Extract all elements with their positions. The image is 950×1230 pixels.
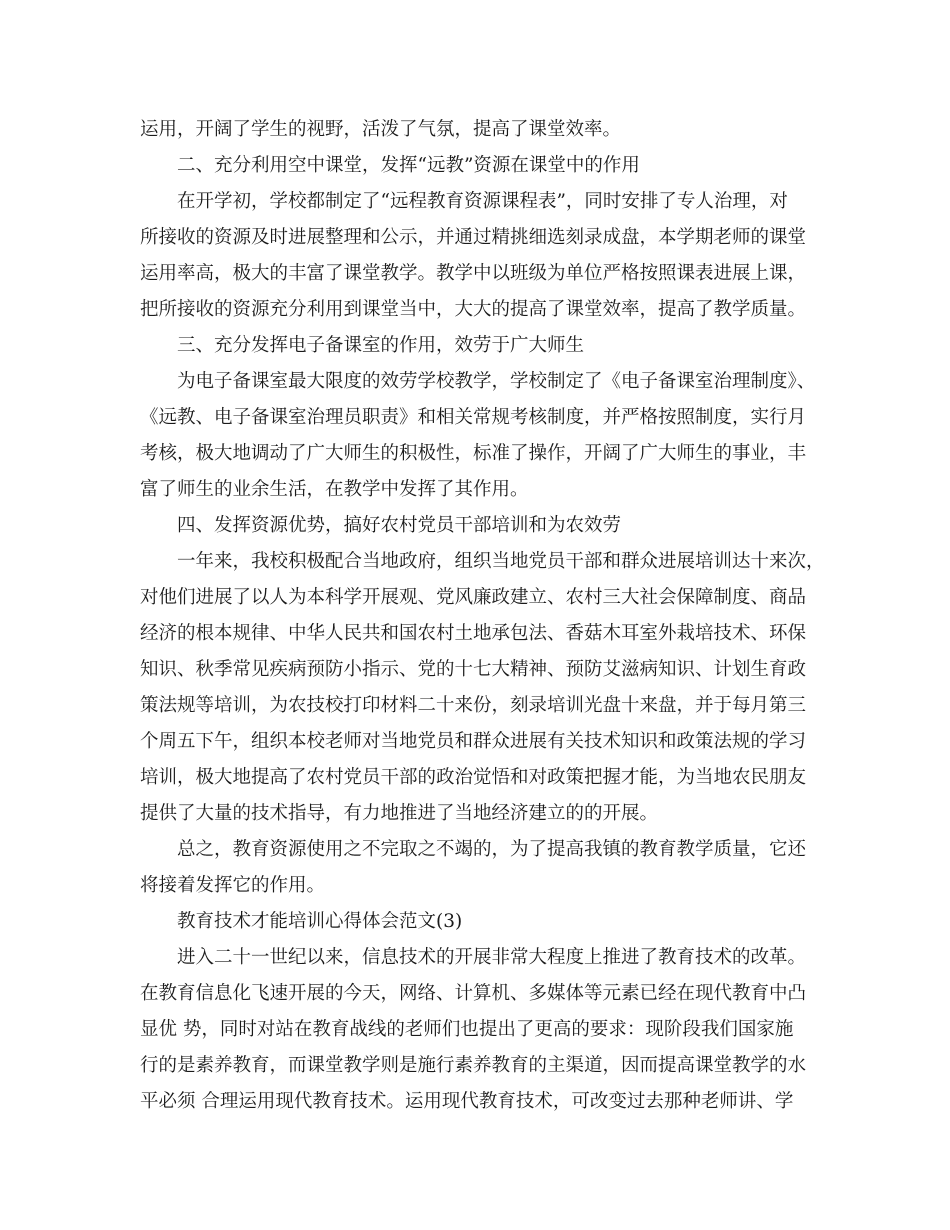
article-title: 教育技术才能培训心得体会范文(3) <box>177 911 463 932</box>
text-line: 进入二十一世纪以来，信息技术的开展非常大程度上推进了教育技术的改革。 <box>177 947 807 968</box>
text-line: 一年来，我校积极配合当地政府，组织当地党员干部和群众进展培训达十来次， <box>177 551 825 572</box>
text-line: 个周五下午，组织本校老师对当地党员和群众进展有关技术知识和政策法规的学习 <box>140 731 807 752</box>
text-line: 行的是素养教育，而课堂教学则是施行素养教育的主渠道，因而提高课堂教学的水 <box>140 1055 807 1076</box>
text-line: 所接收的资源及时进展整理和公示，并通过精挑细选刻录成盘，本学期老师的课堂 <box>140 227 807 248</box>
text-line: 知识、秋季常见疾病预防小指示、党的十七大精神、预防艾滋病知识、计划生育政 <box>140 659 807 680</box>
text-line: 提供了大量的技术指导，有力地推进了当地经济建立的的开展。 <box>140 803 659 824</box>
text-line: 培训，极大地提高了农村党员干部的政治觉悟和对政策把握才能，为当地农民朋友 <box>140 767 807 788</box>
text-line: 在开学初，学校都制定了“远程教育资源课程表”，同时安排了专人治理，对 <box>177 191 788 212</box>
text-line: 将接着发挥它的作用。 <box>140 875 326 896</box>
text-line: 运用，开阔了学生的视野，活泼了气氛，提高了课堂效率。 <box>140 119 622 140</box>
text-line: 为电子备课室最大限度的效劳学校教学，学校制定了《电子备课室治理制度》、 <box>177 371 816 392</box>
text-line: 考核，极大地调动了广大师生的积极性，标准了操作，开阔了广大师生的事业，丰 <box>140 443 807 464</box>
text-line: 运用率高，极大的丰富了课堂教学。教学中以班级为单位严格按照课表进展上课， <box>140 263 807 284</box>
section-heading: 三、充分发挥电子备课室的作用，效劳于广大师生 <box>177 335 585 356</box>
section-heading: 二、充分利用空中课堂，发挥“远教”资源在课堂中的作用 <box>177 155 640 176</box>
text-line: 总之，教育资源使用之不完取之不竭的，为了提高我镇的教育教学质量，它还 <box>177 839 807 860</box>
text-line: 平必须 合理运用现代教育技术。运用现代教育技术，可改变过去那种老师讲、学 <box>140 1091 794 1112</box>
text-line: 显优 势，同时对站在教育战线的老师们也提出了更高的要求：现阶段我们国家施 <box>140 1019 794 1040</box>
text-line: 经济的根本规律、中华人民共和国农村土地承包法、香菇木耳室外栽培技术、环保 <box>140 623 807 644</box>
text-line: 策法规等培训，为农技校打印材料二十来份，刻录培训光盘十来盘，并于每月第三 <box>140 695 807 716</box>
text-line: 把所接收的资源充分利用到课堂当中，大大的提高了课堂效率，提高了教学质量。 <box>140 299 807 320</box>
text-line: 对他们进展了以人为本科学开展观、党风廉政建立、农村三大社会保障制度、商品 <box>140 587 807 608</box>
section-heading: 四、发挥资源优势，搞好农村党员干部培训和为农效劳 <box>177 515 622 536</box>
text-line: 在教育信息化飞速开展的今天，网络、计算机、多媒体等元素已经在现代教育中凸 <box>140 983 807 1004</box>
text-line: 富了师生的业余生活，在教学中发挥了其作用。 <box>140 479 529 500</box>
text-line: 《远教、电子备课室治理员职责》和相关常规考核制度，并严格按照制度，实行月 <box>140 407 807 428</box>
